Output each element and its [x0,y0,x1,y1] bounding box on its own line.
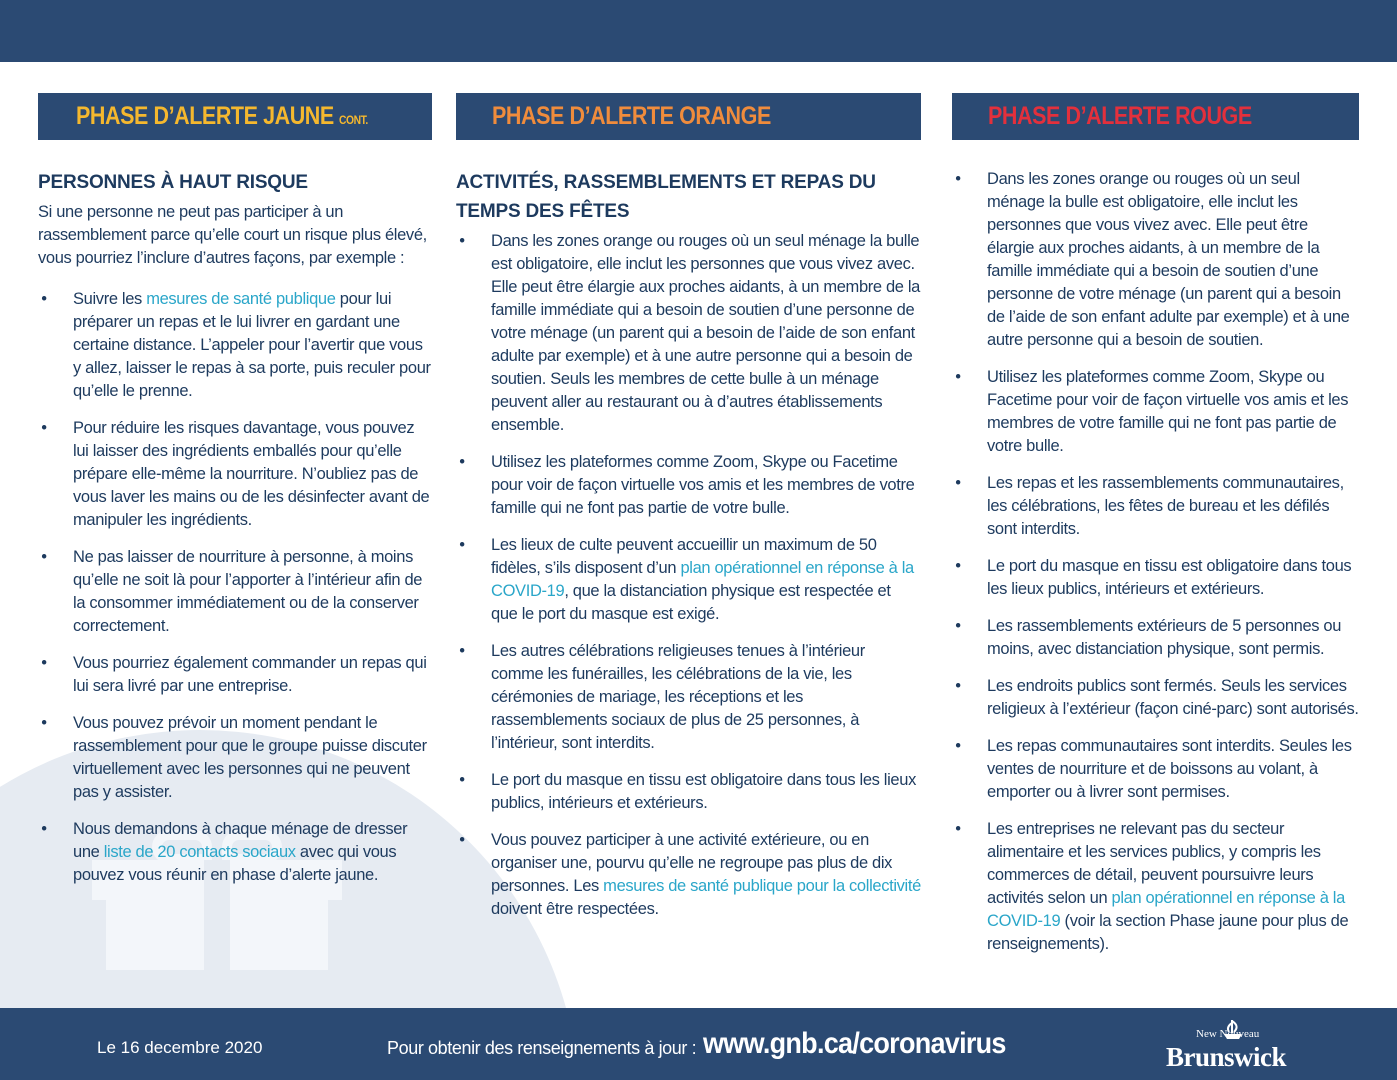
item-text: Ne pas laisser de nourriture à personne, à moins qu’elle ne soit là pour l’apporter à l’intérieur afin de la consommer immédiatement ou de la conserver correctement. [73,548,423,635]
item-text: Le port du masque en tissu est obligatoire dans tous les lieux publics, intérieurs et extérieurs. [491,771,916,812]
section-title: ACTIVITÉS, RASSEMBLEMENTS ET REPAS DU TEMPS DES FÊTES [456,172,876,222]
list-item [952,615,1359,661]
bullet-dot: • [41,548,47,566]
bullet-dot: • [41,290,47,308]
phase-title-suffix: CONT. [338,113,368,127]
list-item [38,652,432,698]
bullet-dot: • [955,557,961,575]
item-text: Les repas communautaires sont interdits. Seules les ventes de nourriture et de boissons au volant, à emporter ou à livrer sont permises. [987,737,1352,801]
bullet-dot: • [459,232,465,250]
item-text-after: pour lui préparer un repas et le lui livrer en gardant une certaine distance. L’appeler pour l’avertir que vous y allez, laisser le repas à sa porte, puis reculer pour qu’elle le prenne. [73,290,431,400]
phase-header [456,93,921,140]
bullet-dot: • [955,617,961,635]
bullet-dot: • [41,714,47,732]
list-item [952,555,1359,601]
item-text-after: , que la distanciation physique est respectée et que le port du masque est exigé. [491,582,891,623]
list-item [952,366,1359,458]
item-text: Dans les zones orange ou rouges où un seul ménage la bulle est obligatoire, elle inclut les personnes que vous vivez avec. Elle peut être élargie aux proches aidants, à un membre de la famille immédiate qui a besoin de soutien d’une personne de votre ménage (un parent qui a besoin de l’aide de son enfant adulte par exemple) et à une autre personne qui a besoin de soutien. Seuls les membres de cette bulle à un ménage peuvent aller au restaurant ou à d’autres établissements ensemble. [491,232,921,434]
list-item [456,640,921,755]
item-text: Vous pourriez également commander un repas qui lui sera livré par une entreprise. [73,654,427,695]
item-text: Suivre les [73,290,147,308]
phase-header [952,93,1359,140]
logo-big-text: Brunswick [1166,1042,1287,1072]
item-text: Les entreprises ne relevant pas du secteur alimentaire et les services publics, y compris les commerces de détail, peuvent poursuivre leurs activités selon un [987,820,1321,907]
item-text: Les repas et les rassemblements communautaires, les célébrations, les fêtes de bureau et les défilés sont interdits. [987,474,1344,538]
bullet-dot: • [955,474,961,492]
column-red-phase [952,93,1359,970]
item-text: Nous demandons à chaque ménage de dresser une [73,820,408,861]
list-item [456,829,921,921]
bullet-dot: • [459,771,465,789]
column-yellow-phase [38,93,432,901]
bullet-dot: • [459,453,465,471]
bullet-dot: • [459,642,465,660]
section-title: PERSONNES À HAUT RISQUE [38,172,308,193]
item-text-after: avec qui vous pouvez vous réunir en phase d’alerte jaune. [73,843,397,884]
item-text: Utilisez les plateformes comme Zoom, Skype ou Facetime pour voir de façon virtuelle vos amis et les membres de votre famille qui ne font pas partie de votre bulle. [491,453,915,517]
list-item [38,546,432,638]
bullet-dot: • [41,820,47,838]
bullet-dot: • [459,831,465,849]
item-link[interactable]: mesures de santé publique [146,290,336,308]
item-text: Vous pouvez prévoir un moment pendant le rassemblement pour que le groupe puisse discuter virtuellement avec les personnes qui ne peuvent pas y assister. [73,714,427,801]
list-item [952,472,1359,541]
phase-title: PHASE D’ALERTE ORANGE [492,102,771,130]
list-item [38,288,432,403]
item-text: Les lieux de culte peuvent accueillir un maximum de 50 fidèles, s’ils disposent d’un [491,536,877,577]
item-link[interactable]: plan opérationnel en réponse à la COVID-19 [987,889,1345,930]
footer-url-link[interactable]: www.gnb.ca/coronavirus [703,1027,1006,1060]
item-text: Vous pouvez participer à une activité extérieure, ou en organiser une, pourvu qu’elle ne regroupe pas plus de dix personnes. Les [491,831,893,895]
footer-prompt: Pour obtenir des renseignements à jour : [387,1038,697,1058]
bullet-dot: • [955,677,961,695]
bullet-dot: • [459,536,465,554]
list-item [38,712,432,804]
item-text: Dans les zones orange ou rouges où un seul ménage la bulle est obligatoire, elle inclut les personnes que vous vivez avec. Elle peut être élargie aux proches aidants, à un membre de la famille immédiate qui a besoin de soutien d’une personne de votre ménage (un parent qui a besoin de l’aide de son enfant adulte par exemple) et à une autre personne qui a besoin de soutien. [987,170,1350,349]
bullet-list [38,288,432,887]
column-orange-phase [456,93,921,935]
item-text: Les autres célébrations religieuses tenues à l’intérieur comme les funérailles, les célébrations de la vie, les cérémonies de mariage, les réceptions et les rassemblements sociaux de plus de 25 personnes, à l’intérieur, sont interdits. [491,642,865,752]
item-text: Les rassemblements extérieurs de 5 personnes ou moins, avec distanciation physique, sont permis. [987,617,1342,658]
bullet-dot: • [41,654,47,672]
bullet-dot: • [955,737,961,755]
list-item [456,451,921,520]
bullet-list [456,230,921,921]
item-text-after: doivent être respectées. [491,900,659,918]
list-item [952,675,1359,721]
list-item [456,230,921,437]
phase-title: PHASE D’ALERTE JAUNE CONT. [76,102,368,130]
list-item [38,417,432,532]
item-text-after: (voir la section Phase jaune pour plus de renseignements). [987,912,1349,953]
bullet-list [952,168,1359,956]
bullet-dot: • [955,368,961,386]
list-item [456,769,921,815]
top-banner [0,0,1397,62]
list-item [456,534,921,626]
item-text: Pour réduire les risques davantage, vous pouvez lui laisser des ingrédients emballés pour qu’elle prépare elle-même la nourriture. N’oubliez pas de vous laver les mains ou de les désinfecter avant de manipuler les ingrédients. [73,419,430,529]
bullet-dot: • [955,170,961,188]
list-item [952,735,1359,804]
item-text: Utilisez les plateformes comme Zoom, Skype ou Facetime pour voir de façon virtuelle vos amis et les membres de votre famille qui ne font pas partie de votre bulle. [987,368,1349,455]
phase-title: PHASE D’ALERTE ROUGE [988,102,1252,130]
item-text: Les endroits publics sont fermés. Seuls les services religieux à l’extérieur (façon ciné-parc) sont autorisés. [987,677,1359,718]
new-brunswick-logo [1166,1018,1326,1078]
item-link[interactable]: plan opérationnel en réponse à la COVID-19 [491,559,914,600]
item-link[interactable]: mesures de santé publique pour la collectivité [603,877,921,895]
footer-bar [0,1008,1397,1080]
bullet-dot: • [41,419,47,437]
list-item [38,818,432,887]
phase-header [38,93,432,140]
list-item [952,818,1359,956]
bullet-dot: • [955,820,961,838]
logo-small-text: New Nouveau [1196,1028,1260,1040]
list-item [952,168,1359,352]
intro-paragraph: Si une personne ne peut pas participer à un rassemblement parce qu’elle court un risque plus élevé, vous pourriez l’inclure d’autres façons, par exemple : [38,203,427,267]
item-text: Le port du masque en tissu est obligatoire dans tous les lieux publics, intérieurs et extérieurs. [987,557,1352,598]
footer-date: Le 16 decembre 2020 [97,1038,263,1057]
item-link[interactable]: liste de 20 contacts sociaux [103,843,296,861]
